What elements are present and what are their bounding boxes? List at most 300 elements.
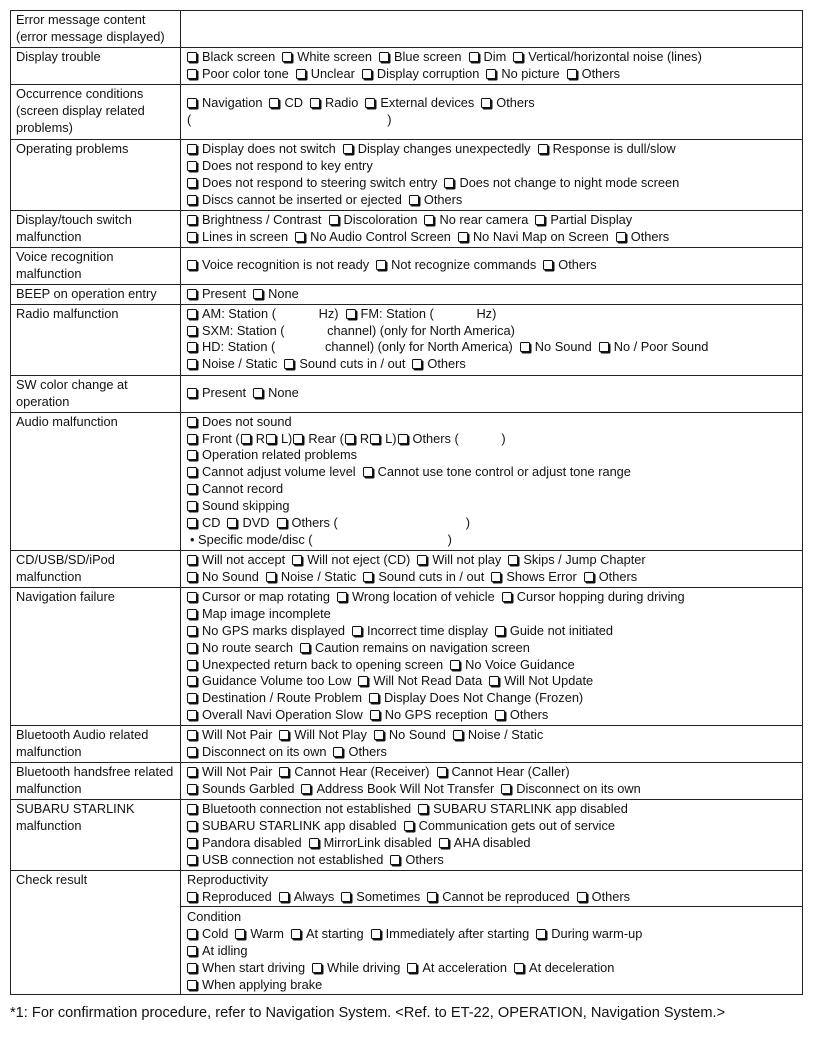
checkbox-option[interactable] — [187, 141, 336, 158]
checkbox-icon[interactable] — [363, 467, 373, 477]
checkbox-icon[interactable] — [187, 195, 197, 205]
checkbox-icon[interactable] — [362, 69, 372, 79]
checkbox-icon[interactable] — [538, 144, 548, 154]
checkbox-option[interactable] — [491, 569, 576, 586]
option-line — [187, 707, 798, 724]
checkbox-option[interactable] — [352, 623, 488, 640]
checkbox-option[interactable] — [253, 385, 299, 402]
checkbox-option[interactable] — [241, 431, 265, 448]
checkbox-option[interactable] — [363, 464, 631, 481]
option-label: No Sound — [534, 339, 592, 355]
checkbox-option[interactable] — [266, 569, 356, 586]
paren-close: ) — [387, 112, 392, 127]
checkbox-icon[interactable] — [187, 309, 197, 319]
checkbox-icon[interactable] — [187, 821, 197, 831]
checkbox-option[interactable] — [536, 926, 642, 943]
checkbox-option[interactable] — [187, 977, 322, 994]
checkbox-icon[interactable] — [371, 929, 381, 939]
checkbox-option[interactable] — [187, 192, 402, 209]
checkbox-icon[interactable] — [458, 232, 468, 242]
checkbox-icon[interactable] — [187, 946, 197, 956]
checkbox-icon[interactable] — [241, 434, 251, 444]
row-options — [181, 210, 803, 247]
checkbox-icon[interactable] — [424, 215, 434, 225]
checkbox-option[interactable] — [444, 175, 679, 192]
checkbox-option[interactable] — [187, 175, 437, 192]
checkbox-option[interactable] — [567, 66, 620, 83]
option-label: Others — [509, 707, 549, 723]
checkbox-option[interactable] — [538, 141, 676, 158]
checkbox-icon[interactable] — [293, 434, 303, 444]
checkbox-icon[interactable] — [253, 388, 263, 398]
checkbox-option[interactable] — [371, 926, 530, 943]
checkbox-option[interactable] — [363, 569, 484, 586]
checkbox-option[interactable] — [187, 339, 513, 356]
checkbox-option[interactable] — [300, 640, 530, 657]
checkbox-option[interactable] — [404, 818, 615, 835]
checkbox-icon[interactable] — [501, 784, 511, 794]
checkbox-icon[interactable] — [187, 555, 197, 565]
checkbox-option[interactable] — [341, 889, 420, 906]
checkbox-icon[interactable] — [341, 892, 351, 902]
checkbox-icon[interactable] — [187, 963, 197, 973]
checkbox-option[interactable] — [370, 431, 396, 448]
option-label: SXM: Station ( channel) (only for North America) — [202, 322, 515, 338]
checkbox-icon[interactable] — [310, 98, 320, 108]
checkbox-icon[interactable] — [514, 963, 524, 973]
checkbox-option[interactable] — [486, 66, 559, 83]
option-label: No Navi Map on Screen — [472, 228, 609, 244]
checkbox-icon[interactable] — [346, 309, 356, 319]
checkbox-option[interactable] — [333, 744, 386, 761]
checkbox-icon[interactable] — [309, 838, 319, 848]
checkbox-option[interactable] — [187, 447, 357, 464]
checkbox-option[interactable] — [309, 835, 432, 852]
checkbox-option[interactable] — [312, 960, 400, 977]
option-label: Others — [591, 889, 631, 905]
checkbox-icon[interactable] — [616, 232, 626, 242]
checkbox-icon[interactable] — [491, 572, 501, 582]
checkbox-option[interactable] — [235, 926, 284, 943]
checkbox-option[interactable] — [409, 192, 462, 209]
option-line — [187, 764, 798, 781]
option-label: While driving — [327, 959, 401, 975]
checkbox-option[interactable] — [187, 212, 322, 229]
checkbox-option[interactable] — [502, 589, 685, 606]
checkbox-icon[interactable] — [502, 592, 512, 602]
checkbox-icon[interactable] — [365, 98, 375, 108]
checkbox-icon[interactable] — [363, 572, 373, 582]
checkbox-option[interactable] — [282, 49, 372, 66]
checkbox-icon[interactable] — [187, 417, 197, 427]
checkbox-icon[interactable] — [444, 178, 454, 188]
checkbox-option[interactable] — [187, 852, 383, 869]
checkbox-option[interactable] — [407, 960, 507, 977]
sheet-row — [11, 247, 803, 284]
checkbox-icon[interactable] — [187, 359, 197, 369]
checkbox-option[interactable] — [291, 926, 364, 943]
checkbox-icon[interactable] — [352, 626, 362, 636]
checkbox-option[interactable] — [458, 229, 609, 246]
checkbox-icon[interactable] — [187, 69, 197, 79]
checkbox-option[interactable] — [187, 552, 285, 569]
option-label: Overall Navi Operation Slow — [202, 707, 363, 723]
checkbox-icon[interactable] — [337, 592, 347, 602]
checkbox-icon[interactable] — [187, 710, 197, 720]
checkbox-option[interactable] — [187, 515, 220, 532]
checkbox-icon[interactable] — [343, 144, 353, 154]
checkbox-option[interactable] — [439, 835, 531, 852]
checkbox-option[interactable] — [187, 356, 277, 373]
checkbox-option[interactable] — [279, 764, 429, 781]
checkbox-icon[interactable] — [187, 892, 197, 902]
checkbox-option[interactable] — [369, 690, 583, 707]
checkbox-option[interactable] — [535, 212, 632, 229]
checkbox-option[interactable] — [227, 515, 269, 532]
checkbox-icon[interactable] — [187, 626, 197, 636]
checkbox-icon[interactable] — [187, 518, 197, 528]
checkbox-option[interactable] — [599, 339, 709, 356]
checkbox-icon[interactable] — [187, 838, 197, 848]
option-label: Destination / Route Problem — [202, 690, 363, 706]
checkbox-icon[interactable] — [187, 326, 197, 336]
checkbox-icon[interactable] — [187, 161, 197, 171]
checkbox-option[interactable] — [346, 306, 497, 323]
checkbox-option[interactable] — [508, 552, 645, 569]
checkbox-option[interactable] — [489, 673, 593, 690]
checkbox-icon[interactable] — [427, 892, 437, 902]
checkbox-option[interactable] — [187, 926, 228, 943]
checkbox-icon[interactable] — [187, 730, 197, 740]
checkbox-icon[interactable] — [369, 693, 379, 703]
option-label: Others ( ) — [291, 515, 470, 531]
checkbox-option[interactable] — [187, 818, 397, 835]
checkbox-option[interactable] — [187, 764, 272, 781]
checkbox-option[interactable] — [514, 960, 614, 977]
checkbox-option[interactable] — [390, 852, 443, 869]
checkbox-option[interactable] — [187, 623, 345, 640]
checkbox-icon[interactable] — [417, 555, 427, 565]
checkbox-icon[interactable] — [187, 660, 197, 670]
checkbox-icon[interactable] — [329, 215, 339, 225]
option-line — [187, 515, 798, 532]
checkbox-icon[interactable] — [489, 676, 499, 686]
checkbox-icon[interactable] — [284, 359, 294, 369]
checkbox-icon[interactable] — [513, 52, 523, 62]
checkbox-option[interactable] — [343, 141, 531, 158]
checkbox-option[interactable] — [295, 229, 451, 246]
checkbox-icon[interactable] — [398, 434, 408, 444]
checkbox-icon[interactable] — [277, 518, 287, 528]
checkbox-option[interactable] — [187, 640, 293, 657]
checkbox-option[interactable] — [398, 431, 506, 448]
checkbox-option[interactable] — [187, 95, 262, 112]
checkbox-icon[interactable] — [279, 767, 289, 777]
checkbox-option[interactable] — [187, 657, 443, 674]
option-line — [187, 95, 798, 112]
checkbox-option[interactable] — [277, 515, 470, 532]
checkbox-icon[interactable] — [187, 676, 197, 686]
checkbox-icon[interactable] — [187, 232, 197, 242]
checkbox-icon[interactable] — [295, 232, 305, 242]
checkbox-option[interactable] — [187, 707, 363, 724]
checkbox-option[interactable] — [187, 801, 411, 818]
checkbox-icon[interactable] — [508, 555, 518, 565]
checkbox-option[interactable] — [362, 66, 479, 83]
checkbox-icon[interactable] — [481, 98, 491, 108]
option-line — [187, 623, 798, 640]
checkbox-option[interactable] — [269, 95, 302, 112]
checkbox-icon[interactable] — [567, 69, 577, 79]
checkbox-icon[interactable] — [469, 52, 479, 62]
checkbox-option[interactable] — [187, 431, 240, 448]
option-line — [187, 257, 798, 274]
checkbox-option[interactable] — [187, 257, 369, 274]
checkbox-option[interactable] — [376, 257, 536, 274]
checkbox-icon[interactable] — [495, 626, 505, 636]
checkbox-option[interactable] — [187, 481, 283, 498]
checkbox-icon[interactable] — [253, 289, 263, 299]
checkbox-option[interactable] — [495, 707, 548, 724]
row-label: CD/USB/SD/iPod malfunction — [11, 550, 181, 587]
checkbox-option[interactable] — [379, 49, 462, 66]
checkbox-option[interactable] — [616, 229, 669, 246]
checkbox-option[interactable] — [495, 623, 613, 640]
row-label: Bluetooth handsfree related malfunction — [11, 763, 181, 800]
option-label: Cursor hopping during driving — [516, 588, 685, 604]
checkbox-icon[interactable] — [187, 592, 197, 602]
checkbox-icon[interactable] — [584, 572, 594, 582]
checkbox-icon[interactable] — [266, 434, 276, 444]
checkbox-option[interactable] — [437, 764, 570, 781]
checkbox-icon[interactable] — [187, 980, 197, 990]
checkbox-icon[interactable] — [450, 660, 460, 670]
checkbox-option[interactable] — [418, 801, 628, 818]
checkbox-icon[interactable] — [495, 710, 505, 720]
checkbox-option[interactable] — [187, 306, 339, 323]
checkbox-option[interactable] — [450, 657, 575, 674]
checkbox-icon[interactable] — [370, 434, 380, 444]
checkbox-option[interactable] — [453, 727, 543, 744]
checkbox-icon[interactable] — [187, 52, 197, 62]
checkbox-option[interactable] — [187, 414, 292, 431]
checkbox-icon[interactable] — [536, 929, 546, 939]
checkbox-option[interactable] — [481, 95, 534, 112]
checkbox-option[interactable] — [187, 569, 259, 586]
checkbox-icon[interactable] — [187, 178, 197, 188]
checkbox-option[interactable] — [296, 66, 355, 83]
checkbox-option[interactable] — [284, 356, 405, 373]
checkbox-icon[interactable] — [187, 572, 197, 582]
option-line — [187, 323, 798, 340]
checkbox-icon[interactable] — [227, 518, 237, 528]
checkbox-icon[interactable] — [376, 260, 386, 270]
checkbox-option[interactable] — [187, 323, 515, 340]
checkbox-icon[interactable] — [404, 821, 414, 831]
checkbox-option[interactable] — [187, 727, 272, 744]
option-line — [187, 960, 798, 977]
checkbox-icon[interactable] — [300, 643, 310, 653]
checkbox-option[interactable] — [370, 707, 488, 724]
sheet-row — [11, 48, 803, 85]
checkbox-icon[interactable] — [279, 730, 289, 740]
row-options — [181, 550, 803, 587]
checkbox-icon[interactable] — [187, 434, 197, 444]
checkbox-icon[interactable] — [187, 855, 197, 865]
checkbox-option[interactable] — [253, 286, 299, 303]
checkbox-icon[interactable] — [187, 747, 197, 757]
checkbox-option[interactable] — [187, 498, 290, 515]
checkbox-icon[interactable] — [390, 855, 400, 865]
checkbox-option[interactable] — [187, 158, 373, 175]
checkbox-option[interactable] — [187, 229, 288, 246]
checkbox-option[interactable] — [584, 569, 637, 586]
checkbox-icon[interactable] — [333, 747, 343, 757]
checkbox-icon[interactable] — [296, 69, 306, 79]
option-label: External devices — [380, 95, 475, 111]
option-line — [187, 431, 798, 448]
checkbox-option[interactable] — [310, 95, 358, 112]
option-label: At deceleration — [529, 959, 615, 975]
checkbox-icon[interactable] — [187, 643, 197, 653]
option-label: When start driving — [202, 959, 306, 975]
checkbox-icon[interactable] — [187, 342, 197, 352]
checkbox-option[interactable] — [358, 673, 482, 690]
checkbox-icon[interactable] — [374, 730, 384, 740]
checkbox-option[interactable] — [374, 727, 446, 744]
checkbox-icon[interactable] — [407, 963, 417, 973]
checkbox-option[interactable] — [187, 960, 305, 977]
paren-blank[interactable] — [187, 112, 798, 129]
checkbox-icon[interactable] — [282, 52, 292, 62]
checkbox-icon[interactable] — [301, 784, 311, 794]
checkbox-option[interactable] — [187, 286, 246, 303]
checkbox-icon[interactable] — [235, 929, 245, 939]
option-label: Others — [348, 744, 387, 760]
checkbox-option[interactable] — [187, 744, 326, 761]
checkbox-icon[interactable] — [187, 609, 197, 619]
checkbox-option[interactable] — [187, 835, 302, 852]
checkbox-icon[interactable] — [187, 215, 197, 225]
checkbox-option[interactable] — [469, 49, 507, 66]
checkbox-icon[interactable] — [543, 260, 553, 270]
checkbox-option[interactable] — [279, 889, 335, 906]
checkbox-icon[interactable] — [535, 215, 545, 225]
row-options — [181, 11, 803, 48]
checkbox-icon[interactable] — [412, 359, 422, 369]
checkbox-icon[interactable] — [577, 892, 587, 902]
checkbox-icon[interactable] — [187, 260, 197, 270]
checkbox-icon[interactable] — [379, 52, 389, 62]
checkbox-option[interactable] — [266, 431, 292, 448]
option-label: Bluetooth connection not established — [202, 801, 412, 817]
checkbox-icon[interactable] — [358, 676, 368, 686]
checkbox-option[interactable] — [337, 589, 495, 606]
checkbox-icon[interactable] — [187, 289, 197, 299]
checkbox-option[interactable] — [187, 889, 272, 906]
checkbox-option[interactable] — [187, 943, 248, 960]
checkbox-icon[interactable] — [520, 342, 530, 352]
sheet-row — [11, 412, 803, 550]
checkbox-option[interactable] — [279, 727, 367, 744]
option-label: Sound skipping — [202, 498, 290, 514]
checkbox-icon[interactable] — [187, 388, 197, 398]
checkbox-option[interactable] — [412, 356, 465, 373]
sheet-row — [11, 11, 803, 48]
checkbox-option[interactable] — [345, 431, 369, 448]
checkbox-option[interactable] — [301, 781, 494, 798]
option-label: Cold — [202, 925, 229, 941]
checkbox-option[interactable] — [187, 690, 362, 707]
checkbox-icon[interactable] — [279, 892, 289, 902]
option-label: Others — [427, 356, 466, 372]
checkbox-option[interactable] — [501, 781, 640, 798]
checkbox-option[interactable] — [187, 49, 275, 66]
checkbox-option[interactable] — [187, 385, 246, 402]
checkbox-icon[interactable] — [370, 710, 380, 720]
checkbox-option[interactable] — [187, 66, 289, 83]
checkbox-icon[interactable] — [439, 838, 449, 848]
checkbox-option[interactable] — [543, 257, 596, 274]
checkbox-option[interactable] — [424, 212, 528, 229]
checkbox-icon[interactable] — [437, 767, 447, 777]
checkbox-icon[interactable] — [187, 767, 197, 777]
checkbox-option[interactable] — [417, 552, 501, 569]
checkbox-icon[interactable] — [599, 342, 609, 352]
checkbox-icon[interactable] — [345, 434, 355, 444]
checkbox-icon[interactable] — [453, 730, 463, 740]
checkbox-option[interactable] — [293, 431, 344, 448]
checkbox-icon[interactable] — [187, 144, 197, 154]
checkbox-icon[interactable] — [266, 572, 276, 582]
sheet-row — [11, 763, 803, 800]
checkbox-icon[interactable] — [187, 804, 197, 814]
checkbox-option[interactable] — [292, 552, 410, 569]
checkbox-icon[interactable] — [187, 450, 197, 460]
checkbox-option[interactable] — [187, 589, 330, 606]
checkbox-icon[interactable] — [312, 963, 322, 973]
checkbox-icon[interactable] — [187, 784, 197, 794]
checkbox-icon[interactable] — [187, 98, 197, 108]
checkbox-option[interactable] — [513, 49, 702, 66]
checkbox-icon[interactable] — [187, 484, 197, 494]
checkbox-icon[interactable] — [187, 693, 197, 703]
checkbox-option[interactable] — [365, 95, 474, 112]
checkbox-icon[interactable] — [409, 195, 419, 205]
checkbox-icon[interactable] — [486, 69, 496, 79]
checkbox-option[interactable] — [577, 889, 630, 906]
checkbox-icon[interactable] — [269, 98, 279, 108]
checkbox-option[interactable] — [427, 889, 569, 906]
checkbox-option[interactable] — [187, 781, 294, 798]
checkbox-icon[interactable] — [187, 501, 197, 511]
option-label: Vertical/horizontal noise (lines) — [528, 49, 702, 64]
checkbox-icon[interactable] — [187, 929, 197, 939]
checkbox-icon[interactable] — [187, 467, 197, 477]
option-label: Disconnect on its own — [516, 781, 641, 797]
checkbox-option[interactable] — [187, 464, 356, 481]
checkbox-option[interactable] — [520, 339, 592, 356]
condition-title: Condition — [187, 908, 242, 924]
checkbox-icon[interactable] — [292, 555, 302, 565]
option-line — [187, 552, 798, 569]
checkbox-option[interactable] — [329, 212, 418, 229]
specific-mode-disc[interactable]: • Specific mode/disc ( ) — [190, 531, 452, 547]
checkbox-icon[interactable] — [291, 929, 301, 939]
checkbox-icon[interactable] — [418, 804, 428, 814]
checkbox-option[interactable] — [187, 673, 351, 690]
checkbox-option[interactable] — [187, 606, 331, 623]
